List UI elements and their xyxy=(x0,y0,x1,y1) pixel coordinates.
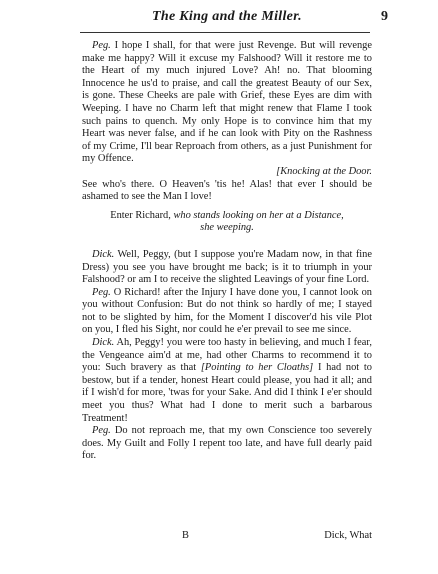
header-rule xyxy=(80,32,370,33)
speech-text: Well, Peggy, (but I suppose you're Madam now, in that fine Dress) you see you have brought me back; is it to triumph in your Falshood? or am I to receive the slighted Leavings of your fine Lord. xyxy=(82,248,372,286)
catchword: Dick, What xyxy=(324,530,372,541)
running-header xyxy=(60,9,388,25)
enter-direction: who stands looking on her at a Distance, xyxy=(173,209,344,221)
stage-direction-knocking: [Knocking at the Door. xyxy=(276,165,372,177)
speech-text: I had not to bestow, but if a tender, honest Heart could please, you had it all; and if I wish'd for more, 'twas for your Sake. And did I think I e'er should meet you thus? What had I done to merit such a barbarous Treatment! xyxy=(82,362,372,424)
speech-text: Do not reproach me, that my own Conscience too severely does. My Guilt and Folly I repent too late, and have full dearly paid for. xyxy=(82,425,372,462)
running-title: The King and the Miller. xyxy=(152,9,302,24)
speaker-label: Dick. xyxy=(92,248,115,260)
speech-dick-1 xyxy=(82,249,372,287)
stage-direction-pointing: [Pointing to her Cloaths] xyxy=(200,362,314,374)
page-text xyxy=(82,40,372,463)
enter-name: Enter Richard, xyxy=(110,209,171,221)
speech-text: See who's there. O Heaven's 'tis he! Alas! that ever I should be ashamed to see the Man I love! xyxy=(82,178,372,203)
page-number: 9 xyxy=(381,9,388,24)
stage-direction-enter xyxy=(82,210,372,235)
speech-text: I hope I shall, for that were just Revenge. But will revenge make me happy? Will it excuse my Falshood? Will it restore me to the Heart of my much injured Love? Ah! no. That blooming Innocence he us'd to praise, and call the greatest Beauty of our Sex, is gone. These Cheeks are pale with Grief, these Eyes are dim with Weeping. I have no Charm left that might renew that Flame I took such pains to quench. My only Hope is to convince him that my Heart was never false, and if he can look with Pity on the Rashness of my Crime, I'll bear Reproach from others, as a just Punishment for my Offence. xyxy=(82,40,372,165)
speech-peggy-2 xyxy=(82,287,372,337)
speaker-label: Peg. xyxy=(92,40,111,51)
signature-mark: B xyxy=(182,530,189,541)
page-footer xyxy=(82,530,372,541)
speaker-label: Peg. xyxy=(92,286,111,298)
speech-dick-2 xyxy=(82,337,372,425)
enter-direction-2: she weeping. xyxy=(200,222,254,234)
spacer xyxy=(82,235,372,249)
speech-peggy-3 xyxy=(82,425,372,463)
speaker-label: Dick. xyxy=(92,337,115,349)
speaker-label: Peg. xyxy=(92,425,111,437)
speech-text: Ah, Peggy! you were too hasty in believing, and much I fear, the Vengeance aim'd at me, had other Charms to recommend it to you: Such bravery as that xyxy=(82,337,372,374)
speech-text: O Richard! after the Injury I have done you, I cannot look on you without Confusion: But do not think so hardly of me; I stayed not to be slighted by him, for the Moment I discover'd his vile Plot on you, I fled his Sight, nor could he e'er prevail to see me since. xyxy=(82,286,372,336)
speech-continuation xyxy=(82,179,372,204)
speech-peggy-1 xyxy=(82,40,372,166)
